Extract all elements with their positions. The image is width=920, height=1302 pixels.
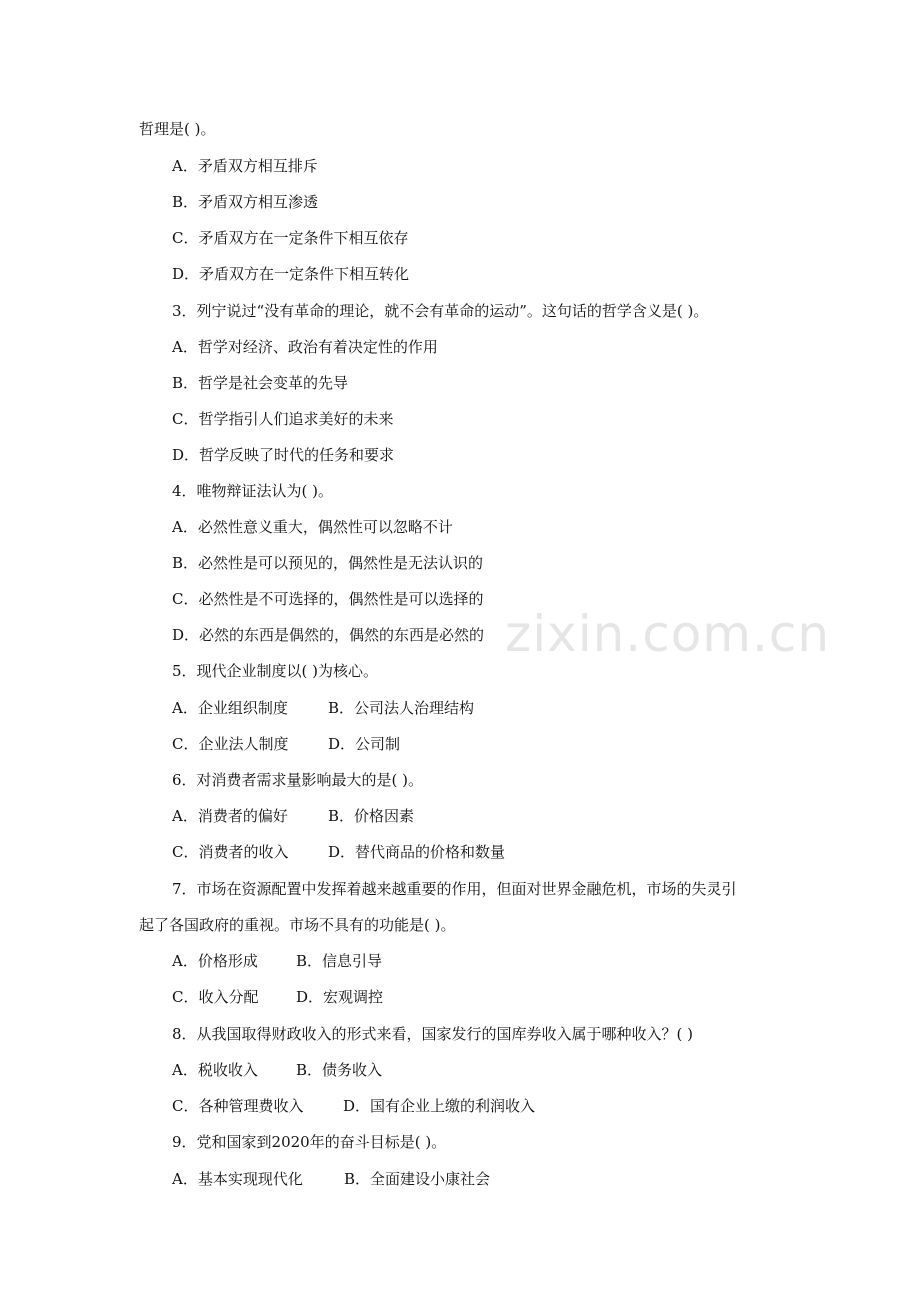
q4-option-c: C．必然性是不可选择的，偶然性是可以选择的 (172, 590, 484, 608)
q5-option-c: C．企业法人制度 (172, 735, 289, 753)
q5-option-d: D．公司制 (328, 735, 401, 753)
q5-options-cd (172, 734, 400, 754)
q6-option-b: B．价格因素 (328, 807, 415, 825)
q2-option-d: D．矛盾双方在一定条件下相互转化 (172, 265, 410, 283)
q7-stem-line1: 7．市场在资源配置中发挥着越来越重要的作用，但面对世界金融危机，市场的失灵引 (172, 880, 737, 898)
q3-option-a: A．哲学对经济、政治有着决定性的作用 (172, 338, 438, 356)
q8-option-c: C．各种管理费收入 (172, 1097, 304, 1115)
q5-stem: 5．现代企业制度以( )为核心。 (172, 662, 379, 680)
q7-option-d: D．宏观调控 (296, 988, 384, 1006)
q2-option-a: A．矛盾双方相互排斥 (172, 157, 318, 175)
q5-option-a: A．企业组织制度 (172, 699, 288, 717)
q8-option-b: B．债务收入 (296, 1061, 383, 1079)
q2-option-c: C．矛盾双方在一定条件下相互依存 (172, 229, 409, 247)
q7-options-ab (172, 951, 382, 971)
q3-option-d: D．哲学反映了时代的任务和要求 (172, 446, 395, 464)
q5-options-ab (172, 698, 474, 718)
q6-option-a: A．消费者的偏好 (172, 807, 288, 825)
q2-option-b: B．矛盾双方相互渗透 (172, 193, 319, 211)
q7-options-cd (172, 987, 383, 1007)
q8-options-cd (172, 1096, 535, 1116)
q6-stem: 6．对消费者需求量影响最大的是( )。 (172, 771, 424, 789)
q4-option-b: B．必然性是可以预见的，偶然性是无法认识的 (172, 554, 484, 572)
q4-option-a: A．必然性意义重大，偶然性可以忽略不计 (172, 518, 453, 536)
q4-option-d: D．必然的东西是偶然的，偶然的东西是必然的 (172, 626, 485, 644)
q9-stem: 9．党和国家到2020年的奋斗目标是( )。 (172, 1133, 447, 1151)
q7-option-b: B．信息引导 (296, 952, 383, 970)
q9-options-ab (172, 1169, 490, 1189)
q2-stem-end: 哲理是( )。 (139, 120, 216, 138)
q8-option-d: D．国有企业上缴的利润收入 (343, 1097, 536, 1115)
q3-option-c: C．哲学指引人们追求美好的未来 (172, 410, 394, 428)
q7-stem-line2: 起了各国政府的重视。市场不具有的功能是( )。 (139, 916, 456, 934)
q9-option-b: B．全面建设小康社会 (344, 1170, 491, 1188)
q6-options-cd (172, 842, 505, 862)
watermark: zixin.com.cn (505, 605, 831, 663)
q8-options-ab (172, 1060, 382, 1080)
q8-stem: 8．从我国取得财政收入的形式来看，国家发行的国库券收入属于哪种收入？( ) (172, 1025, 694, 1043)
q4-stem: 4．唯物辩证法认为( )。 (172, 482, 334, 500)
q5-option-b: B．公司法人治理结构 (328, 699, 475, 717)
q6-options-ab (172, 806, 414, 826)
q7-option-a: A．价格形成 (172, 952, 258, 970)
q9-option-a: A．基本实现现代化 (172, 1170, 303, 1188)
q6-option-d: D．替代商品的价格和数量 (328, 843, 506, 861)
q3-stem: 3．列宁说过“没有革命的理论，就不会有革命的运动”。这句话的哲学含义是( )。 (172, 302, 709, 320)
q6-option-c: C．消费者的收入 (172, 843, 289, 861)
q3-option-b: B．哲学是社会变革的先导 (172, 374, 349, 392)
q7-option-c: C．收入分配 (172, 988, 259, 1006)
q8-option-a: A．税收收入 (172, 1061, 258, 1079)
